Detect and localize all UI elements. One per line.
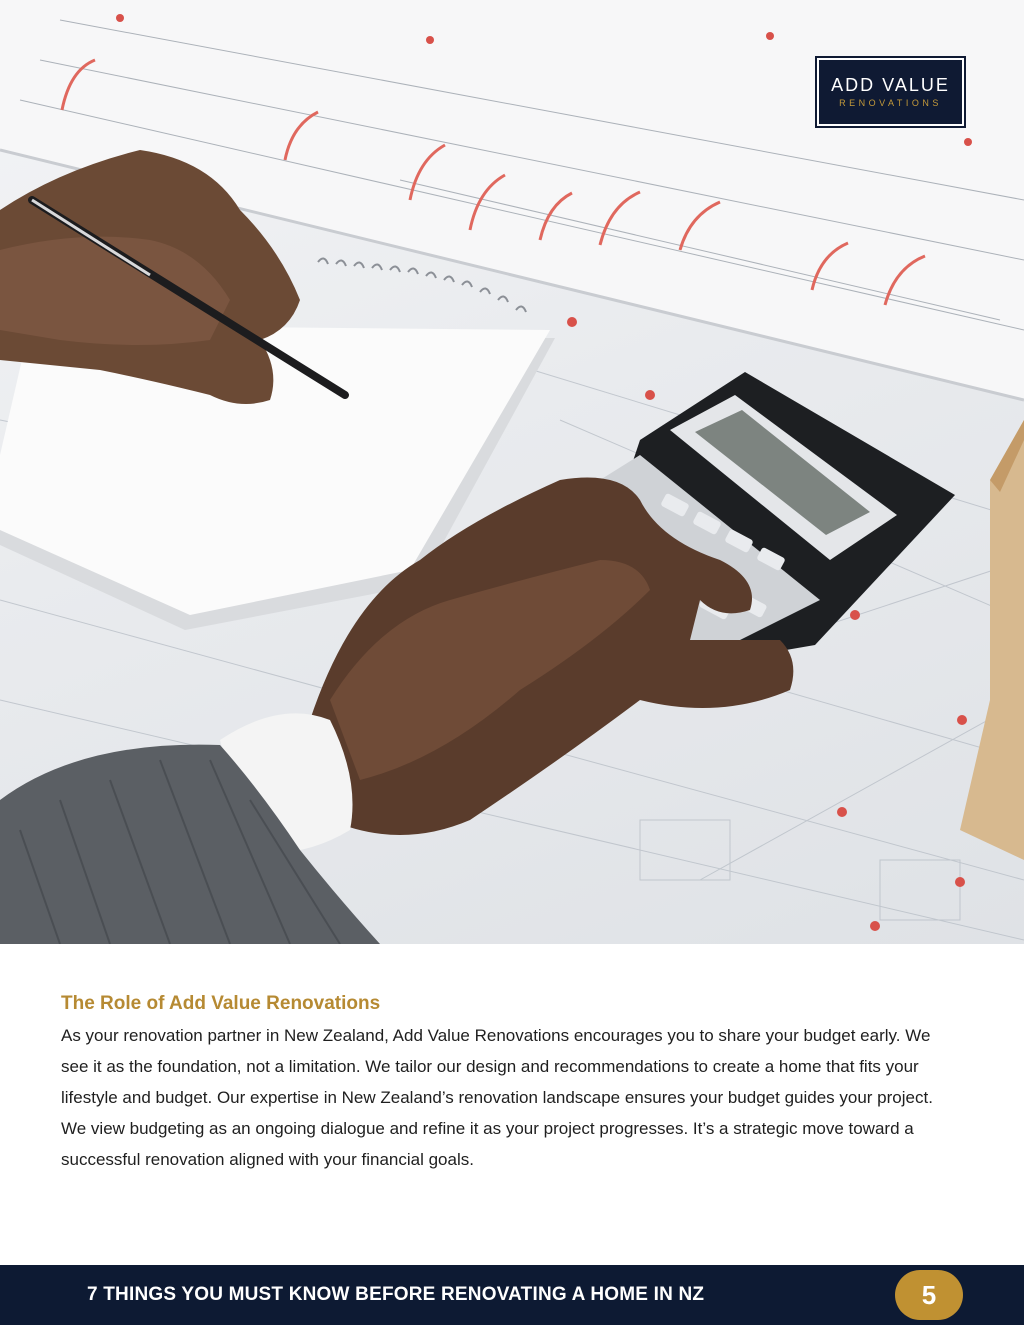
logo-tagline: RENOVATIONS bbox=[839, 98, 942, 108]
brand-logo bbox=[817, 58, 964, 126]
page-footer bbox=[0, 1265, 1024, 1325]
footer-title: 7 THINGS YOU MUST KNOW BEFORE RENOVATING A HOME IN NZ bbox=[87, 1284, 705, 1305]
page-number-badge: 5 bbox=[895, 1270, 963, 1320]
content-section bbox=[61, 990, 941, 1175]
section-title: The Role of Add Value Renovations bbox=[61, 993, 381, 1014]
section-body: As your renovation partner in New Zealand, Add Value Renovations encourages you to share your budget early. We see it as the foundation, not a limitation. We tailor our design and recommendations to create a home that fits your lifestyle and budget. Our expertise in New Zealand’s renovation landscape ensures your budget guides your project. We view budgeting as an ongoing dialogue and refine it as your project progresses. It’s a strategic move toward a successful renovation aligned with your financial goals. bbox=[61, 1026, 933, 1169]
logo-wordmark: ADD VALUE bbox=[831, 75, 950, 95]
